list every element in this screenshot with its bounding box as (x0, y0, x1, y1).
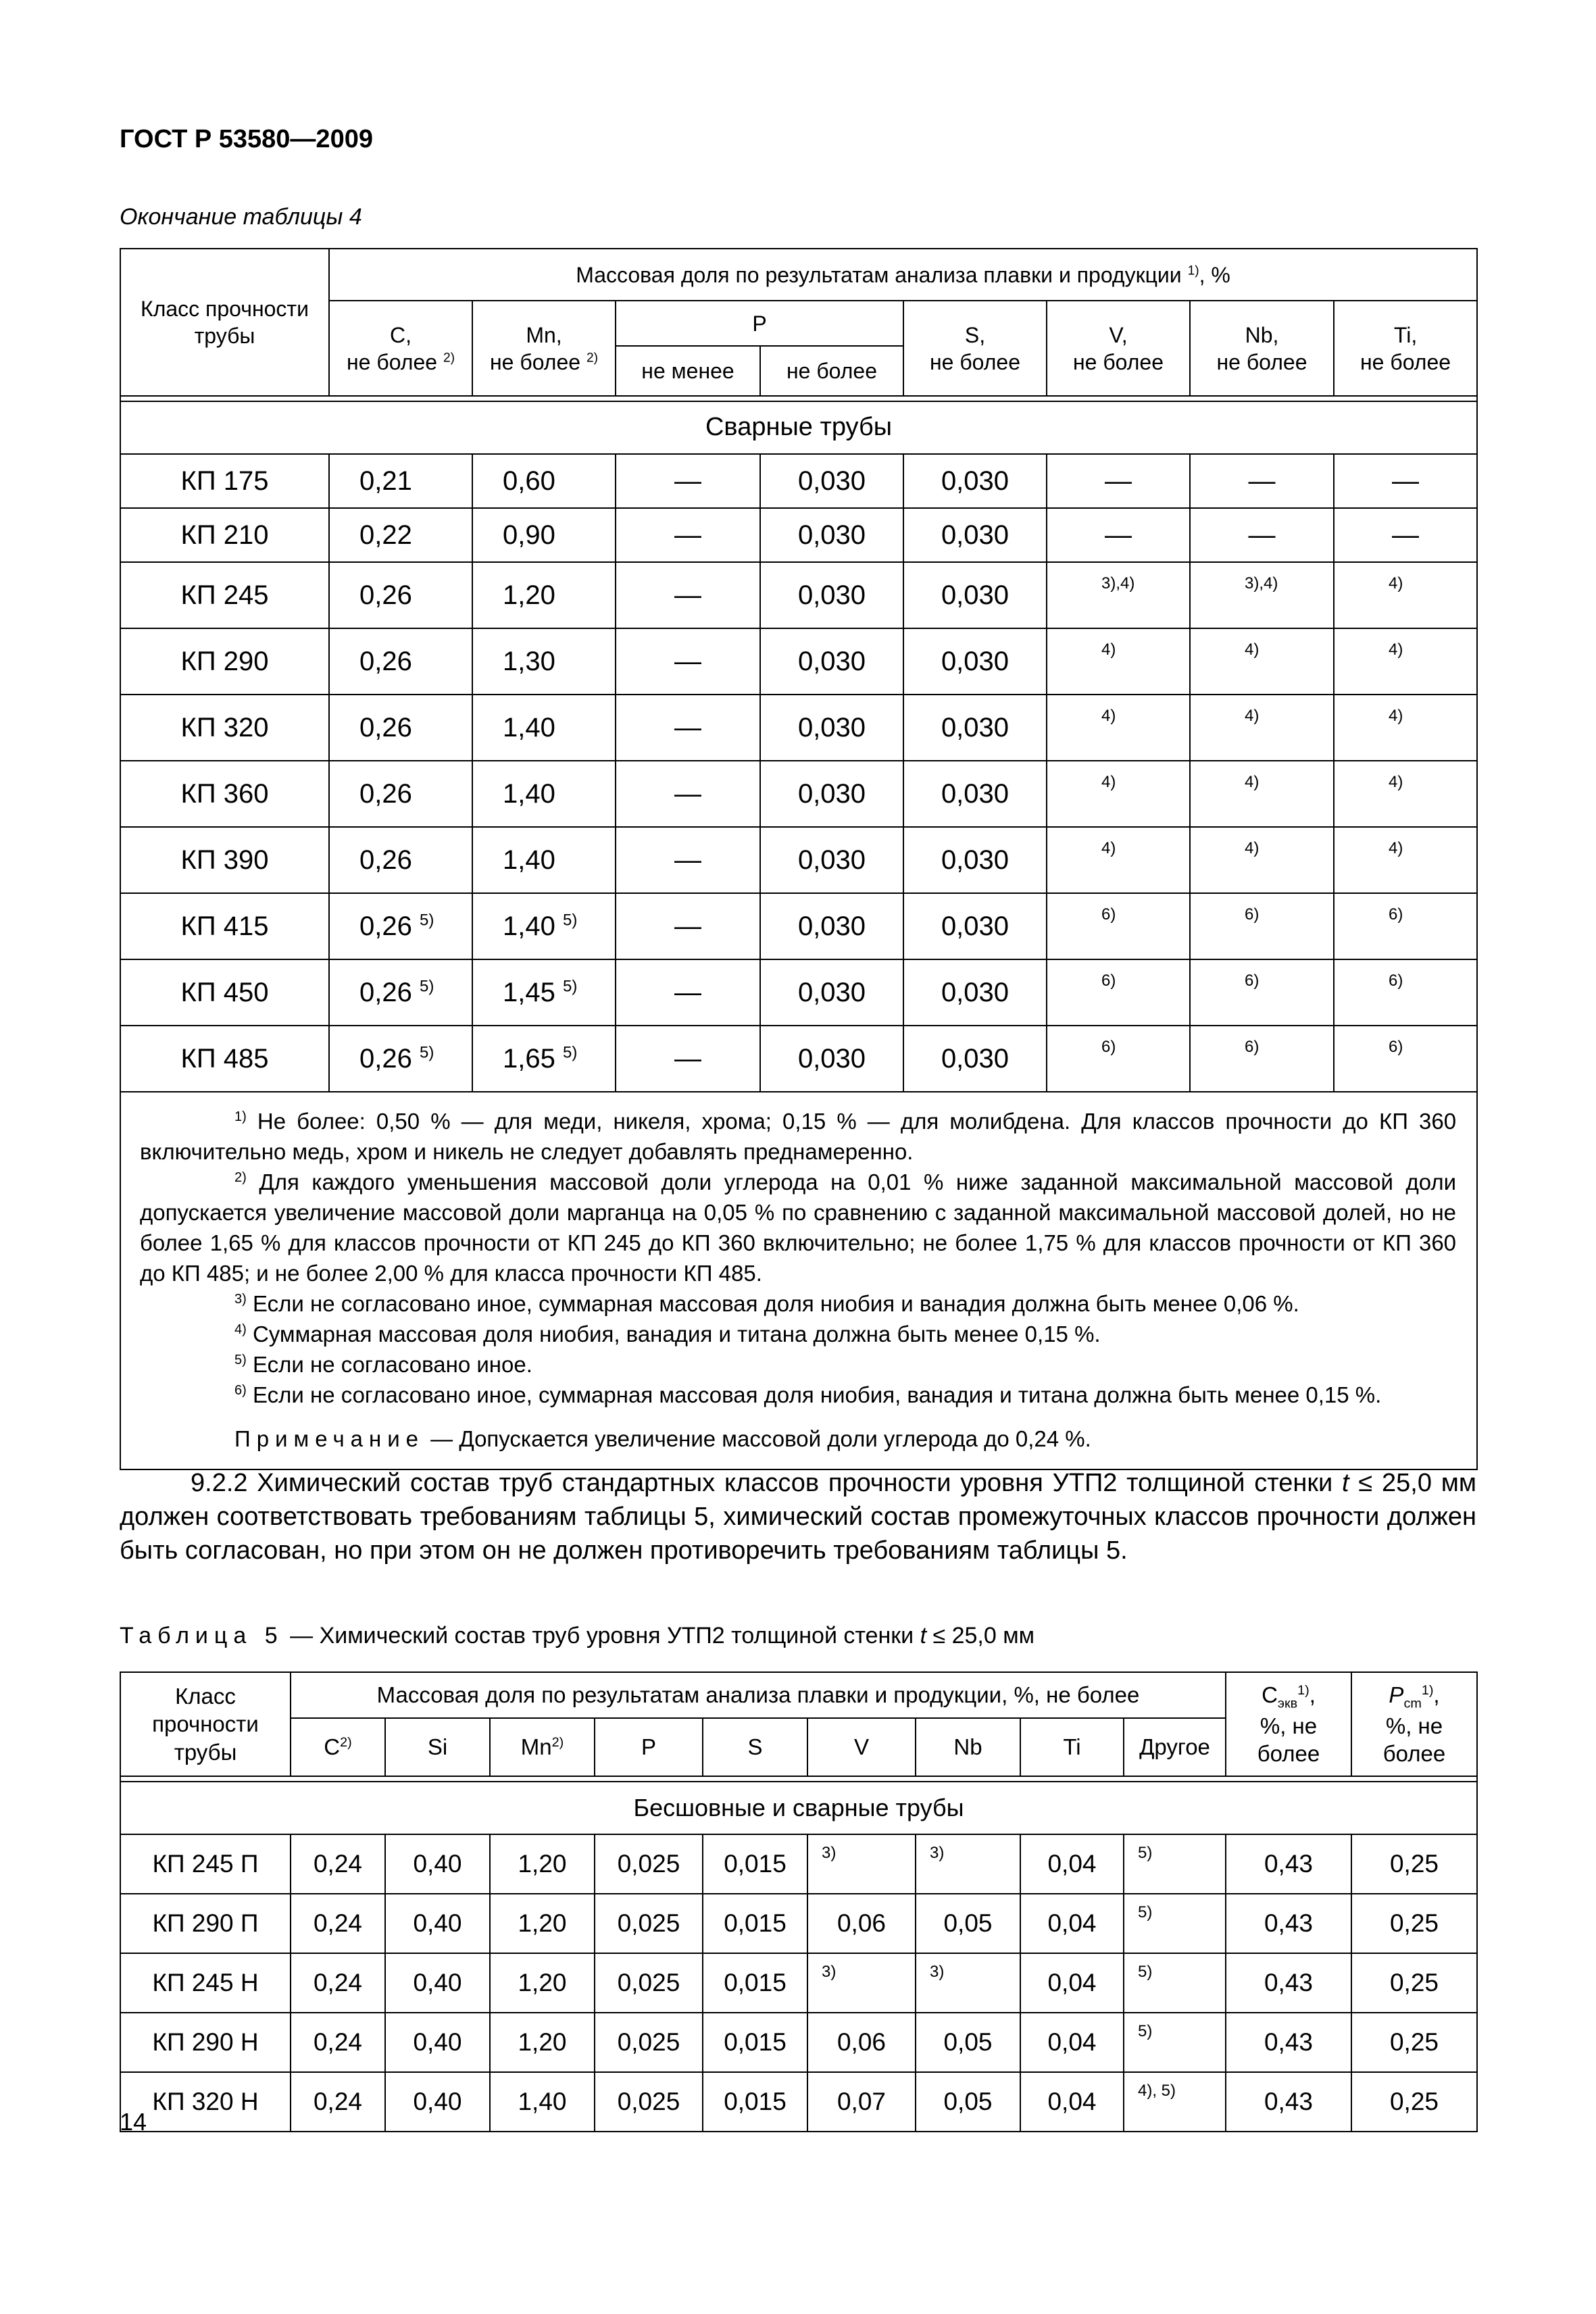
row-cell (1334, 695, 1477, 761)
row-cell: 0,030 (903, 508, 1047, 562)
row-cell: 0,06 (807, 1894, 916, 1953)
header-col-ti: Ti (1020, 1718, 1124, 1776)
header-class: Класс прочности трубы (120, 249, 329, 396)
row-cell: 0,015 (703, 1834, 807, 1894)
row-cell (1334, 761, 1477, 827)
row-cell: — (616, 628, 760, 695)
row-cell: 0,04 (1020, 2072, 1124, 2132)
row-cell: 0,26 (329, 562, 472, 628)
row-cell: 0,43 (1226, 1894, 1351, 1953)
row-cell: 0,25 (1351, 2013, 1477, 2072)
footnote-ref: 4) (1245, 773, 1260, 791)
footnote-ref: 5) (562, 977, 578, 996)
row-class: КП 450 (120, 959, 329, 1026)
row-cell: 0,030 (760, 508, 903, 562)
table-row (120, 959, 1477, 1026)
footnote-ref: 5) (1138, 1903, 1153, 1921)
table-row (120, 628, 1477, 695)
footnote-ref: 6) (1389, 972, 1403, 990)
row-cell: — (616, 827, 760, 893)
row-cell: 1,65 $^{5)}$ (472, 1026, 616, 1092)
row-cell (1047, 562, 1190, 628)
row-cell: 0,030 (903, 562, 1047, 628)
section-title: Сварные трубы (120, 401, 1477, 454)
footnote-ref: 3) (930, 1963, 945, 1981)
row-cell: 0,25 (1351, 1834, 1477, 1894)
footnote-ref: 6) (1389, 905, 1403, 924)
row-class: КП 320 Н (120, 2072, 291, 2132)
row-cell: 1,40 $^{5)}$ (472, 893, 616, 959)
row-cell (1047, 959, 1190, 1026)
row-cell (1334, 1026, 1477, 1092)
row-cell: 0,25 (1351, 1953, 1477, 2013)
footnote: $^{2)}$ Для каждого уменьшения массовой доли углерода на 0,01 % ниже заданной максимальной массовой доли допускается увеличение массовой доли марганца на 0,05 % по сравнению с заданной максимальной массовой долей, но не более 1,65 % для классов прочности от КП 245 до КП 360 включительно; не более 1,75 % для классов прочности от КП 360 до КП 485; и не более 2,00 % для класса прочности КП 485. (140, 1169, 1457, 1286)
row-class: КП 210 (120, 508, 329, 562)
row-class: КП 485 (120, 1026, 329, 1092)
row-cell: — (1190, 454, 1334, 508)
row-cell: 0,26 $^{5)}$ (329, 959, 472, 1026)
row-cell: 0,24 (291, 2072, 385, 2132)
row-cell: 0,015 (703, 2013, 807, 2072)
row-cell: — (1334, 508, 1477, 562)
footnote-ref: 5) (1138, 2022, 1153, 2040)
footnote-ref: 6) (1389, 1038, 1403, 1056)
footnote-ref: 3),4) (1101, 574, 1135, 593)
row-cell (916, 1834, 1020, 1894)
row-cell: 0,015 (703, 1953, 807, 2013)
row-cell (1334, 827, 1477, 893)
row-cell (1190, 959, 1334, 1026)
footnote-ref: 4) (1101, 773, 1116, 791)
row-cell: 0,07 (807, 2072, 916, 2132)
row-cell: 0,030 (760, 628, 903, 695)
footnote: $^{1)}$ Не более: 0,50 % — для меди, никеля, хрома; 0,15 % — для молибдена. Для классов прочности до КП 360 включительно медь, хром и никель не следует добавлять преднамеренно. (140, 1109, 1457, 1164)
row-cell: 0,26 $^{5)}$ (329, 893, 472, 959)
header-pcm: $P_{cm}^{1)}$, %, не более (1351, 1672, 1477, 1776)
row-cell: 0,015 (703, 1894, 807, 1953)
row-cell: 0,030 (760, 1026, 903, 1092)
row-cell: 1,30 (472, 628, 616, 695)
row-class: КП 320 (120, 695, 329, 761)
table-5 (120, 1671, 1478, 2132)
row-cell (1334, 893, 1477, 959)
footnote-ref: 4) (1101, 839, 1116, 857)
row-cell: 1,20 (490, 2013, 595, 2072)
row-cell: 0,43 (1226, 2072, 1351, 2132)
row-cell: 0,030 (903, 761, 1047, 827)
row-cell (1190, 695, 1334, 761)
footnote-ref: 3) (822, 1963, 837, 1981)
row-cell: 0,030 (903, 893, 1047, 959)
row-cell: 1,40 (490, 2072, 595, 2132)
row-cell (1124, 2013, 1226, 2072)
row-cell: 0,24 (291, 1894, 385, 1953)
header-mass-fraction: Массовая доля по результатам анализа плавки и продукции $^{1)}$, % (329, 249, 1477, 301)
header-col-p: P (595, 1718, 703, 1776)
row-cell: 0,030 (760, 761, 903, 827)
footnote-ref: 5) (419, 977, 434, 996)
header-col-s: S (703, 1718, 807, 1776)
row-class: КП 290 (120, 628, 329, 695)
footnote: $^{4)}$ Суммарная массовая доля ниобия, ванадия и титана должна быть менее 0,15 %. (234, 1322, 1101, 1347)
row-cell: 0,025 (595, 1894, 703, 1953)
row-cell (1047, 827, 1190, 893)
row-cell (1190, 761, 1334, 827)
table-continuation-caption: Окончание таблицы 4 (120, 204, 362, 230)
row-cell: 0,43 (1226, 2013, 1351, 2072)
footnote-ref: 6) (1101, 1038, 1116, 1056)
table-row (120, 695, 1477, 761)
row-cell: 0,40 (385, 1834, 490, 1894)
row-cell: 0,030 (760, 562, 903, 628)
row-cell: 1,40 (472, 827, 616, 893)
row-cell: 0,015 (703, 2072, 807, 2132)
page-number: 14 (120, 2108, 147, 2136)
row-cell: 0,25 (1351, 1894, 1477, 1953)
table-row (120, 1026, 1477, 1092)
table-row (120, 827, 1477, 893)
row-class: КП 245 П (120, 1834, 291, 1894)
row-cell: 0,030 (903, 454, 1047, 508)
row-cell: 0,030 (903, 695, 1047, 761)
table-note: Примечание — Допускается увеличение массовой доли углерода до 0,24 %. (234, 1426, 1091, 1451)
table-footnotes (120, 1092, 1477, 1469)
row-class: КП 245 Н (120, 1953, 291, 2013)
row-cell: 1,20 (490, 1953, 595, 2013)
footnote-ref: 6) (1101, 972, 1116, 990)
footnote-ref: 6) (1245, 905, 1260, 924)
footnote-ref: 4) (1389, 839, 1403, 857)
row-cell: — (1047, 454, 1190, 508)
row-cell: 0,06 (807, 2013, 916, 2072)
table-4 (120, 248, 1478, 1470)
row-cell: 0,025 (595, 2013, 703, 2072)
row-cell: 0,40 (385, 2013, 490, 2072)
row-cell (1190, 893, 1334, 959)
header-p-min: не менее (616, 346, 760, 396)
footnote-ref: 6) (1101, 905, 1116, 924)
header-col-c: C, не более $^{2)}$ (329, 301, 472, 396)
row-cell: 0,04 (1020, 2013, 1124, 2072)
row-cell: 0,26 (329, 628, 472, 695)
row-cell: 0,030 (760, 893, 903, 959)
row-cell: 1,20 (490, 1894, 595, 1953)
row-cell: 0,40 (385, 1953, 490, 2013)
header-class: Класс прочности трубы (120, 1672, 291, 1776)
table-row (120, 1834, 1477, 1894)
paragraph-9-2-2: 9.2.2 Химический состав труб стандартных классов прочности уровня УТП2 толщиной стенки t ≤ 25,0 мм должен соответствовать требованиям таблицы 5, химический состав промежуточных классов прочности должен быть согласован, но при этом он не должен противоречить требованиям таблицы 5. (120, 1469, 1476, 1565)
header-col-mn: Mn$^{2)}$ (490, 1718, 595, 1776)
row-cell: 0,26 (329, 695, 472, 761)
row-cell: 0,030 (760, 454, 903, 508)
header-col-ti: Ti, не более (1334, 301, 1477, 396)
header-col-nb: Nb, не более (1190, 301, 1334, 396)
row-cell: 1,20 (490, 1834, 595, 1894)
row-class: КП 175 (120, 454, 329, 508)
table-row (120, 761, 1477, 827)
row-cell: 0,25 (1351, 2072, 1477, 2132)
footnote-ref: 5) (419, 911, 434, 930)
footnote-ref: 4) (1101, 640, 1116, 659)
row-cell: — (616, 695, 760, 761)
row-cell (1047, 1026, 1190, 1092)
row-cell (916, 1953, 1020, 2013)
row-cell: 0,24 (291, 1834, 385, 1894)
row-cell: — (616, 1026, 760, 1092)
row-cell: 0,43 (1226, 1834, 1351, 1894)
footnote-ref: 4) (1101, 707, 1116, 725)
row-cell (1334, 959, 1477, 1026)
row-cell: 1,20 (472, 562, 616, 628)
row-cell (1124, 2072, 1226, 2132)
row-cell: — (616, 893, 760, 959)
row-cell: 0,04 (1020, 1894, 1124, 1953)
header-p-max: не более (760, 346, 903, 396)
row-cell: 0,40 (385, 2072, 490, 2132)
row-cell: 0,90 (472, 508, 616, 562)
header-col-c: $C^{2)}$ (291, 1718, 385, 1776)
row-class: КП 360 (120, 761, 329, 827)
header-col-другое: Другое (1124, 1718, 1226, 1776)
section-title: Бесшовные и сварные трубы (120, 1782, 1477, 1834)
footnote-ref: 4) (1389, 640, 1403, 659)
row-cell (1334, 628, 1477, 695)
row-cell: 1,40 (472, 695, 616, 761)
row-cell (1124, 1834, 1226, 1894)
row-cell: 0,030 (903, 628, 1047, 695)
footnote: $^{3)}$ Если не согласовано иное, суммарная массовая доля ниобия и ванадия должна быть менее 0,06 %. (234, 1291, 1299, 1316)
row-cell: 0,26 $^{5)}$ (329, 1026, 472, 1092)
footnote-ref: 4) (1389, 707, 1403, 725)
row-cell: 0,030 (903, 827, 1047, 893)
footnote-ref: 5) (562, 1043, 578, 1062)
row-class: КП 245 (120, 562, 329, 628)
header-col-nb: Nb (916, 1718, 1020, 1776)
row-cell: 0,030 (760, 695, 903, 761)
table-row (120, 454, 1477, 508)
row-cell: 0,04 (1020, 1834, 1124, 1894)
header-col-p: P (616, 301, 903, 346)
row-cell: 0,22 (329, 508, 472, 562)
footnote-ref: 5) (1138, 1963, 1153, 1981)
row-cell (1047, 893, 1190, 959)
footnote-ref: 5) (1138, 1844, 1153, 1862)
row-cell: 0,40 (385, 1894, 490, 1953)
table-row (120, 2013, 1477, 2072)
row-cell: 0,05 (916, 2072, 1020, 2132)
row-cell: — (616, 508, 760, 562)
footnote-ref: 3),4) (1245, 574, 1278, 593)
header-ceq: $C_{экв}^{1)}$, %, не более (1226, 1672, 1351, 1776)
row-cell: 1,45 $^{5)}$ (472, 959, 616, 1026)
header-separator (120, 396, 1477, 401)
row-class: КП 390 (120, 827, 329, 893)
row-cell: 0,24 (291, 2013, 385, 2072)
table-row (120, 893, 1477, 959)
row-cell (1047, 628, 1190, 695)
footnote-ref: 6) (1245, 1038, 1260, 1056)
row-class: КП 290 Н (120, 2013, 291, 2072)
footnote-ref: 4) (1389, 773, 1403, 791)
footnote-ref: 4), 5) (1138, 2082, 1176, 2100)
row-cell: — (1190, 508, 1334, 562)
row-cell: 0,05 (916, 1894, 1020, 1953)
row-cell: 0,24 (291, 1953, 385, 2013)
row-cell (807, 1834, 916, 1894)
footnote-ref: 6) (1245, 972, 1260, 990)
row-cell: — (1047, 508, 1190, 562)
row-cell: — (616, 959, 760, 1026)
row-cell: — (616, 562, 760, 628)
footnote-ref: 5) (562, 911, 578, 930)
header-col-v: V, не более (1047, 301, 1190, 396)
header-col-v: V (807, 1718, 916, 1776)
row-cell (1124, 1953, 1226, 2013)
row-cell: 0,05 (916, 2013, 1020, 2072)
row-cell: 0,030 (903, 1026, 1047, 1092)
header-col-mn: Mn, не более $^{2)}$ (472, 301, 616, 396)
footnote-ref: 4) (1245, 707, 1260, 725)
row-class: КП 415 (120, 893, 329, 959)
header-mass-fraction: Массовая доля по результатам анализа плавки и продукции, %, не более (291, 1672, 1226, 1718)
row-cell: 0,030 (760, 959, 903, 1026)
row-cell (1334, 562, 1477, 628)
row-cell: 0,025 (595, 1953, 703, 2013)
row-cell: 0,26 (329, 761, 472, 827)
footnote-ref: 5) (419, 1043, 434, 1062)
row-cell: 1,40 (472, 761, 616, 827)
row-cell (807, 1953, 916, 2013)
table-5-caption: Таблица 5 — Химический состав труб уровня УТП2 толщиной стенки t ≤ 25,0 мм (120, 1623, 1034, 1649)
row-cell (1190, 1026, 1334, 1092)
footnote-ref: 4) (1389, 574, 1403, 593)
header-col-si: Si (385, 1718, 490, 1776)
header-col-s: S, не более (903, 301, 1047, 396)
row-cell (1124, 1894, 1226, 1953)
footnote-ref: 4) (1245, 640, 1260, 659)
row-cell: 0,26 (329, 827, 472, 893)
row-cell (1190, 628, 1334, 695)
table-row (120, 1894, 1477, 1953)
row-cell: 0,21 (329, 454, 472, 508)
row-cell: 0,04 (1020, 1953, 1124, 2013)
row-cell: 0,030 (760, 827, 903, 893)
row-cell: — (1334, 454, 1477, 508)
row-cell: 0,43 (1226, 1953, 1351, 2013)
footnote-ref: 3) (930, 1844, 945, 1862)
row-cell (1190, 562, 1334, 628)
document-header: ГОСТ Р 53580—2009 (120, 125, 373, 153)
table-row (120, 2072, 1477, 2132)
table-row (120, 562, 1477, 628)
footnote: $^{6)}$ Если не согласовано иное, суммарная массовая доля ниобия, ванадия и титана должна быть менее 0,15 %. (234, 1382, 1382, 1407)
row-cell: — (616, 761, 760, 827)
row-cell (1047, 761, 1190, 827)
table-row (120, 1953, 1477, 2013)
row-cell: 0,025 (595, 2072, 703, 2132)
header-separator (120, 1776, 1477, 1782)
footnote-ref: 4) (1245, 839, 1260, 857)
footnote-ref: 3) (822, 1844, 837, 1862)
row-cell: 0,030 (903, 959, 1047, 1026)
footnote: $^{5)}$ Если не согласовано иное. (234, 1352, 532, 1377)
row-cell: 0,025 (595, 1834, 703, 1894)
row-cell (1047, 695, 1190, 761)
row-cell (1190, 827, 1334, 893)
row-cell: 0,60 (472, 454, 616, 508)
table-row (120, 508, 1477, 562)
row-cell: — (616, 454, 760, 508)
row-class: КП 290 П (120, 1894, 291, 1953)
